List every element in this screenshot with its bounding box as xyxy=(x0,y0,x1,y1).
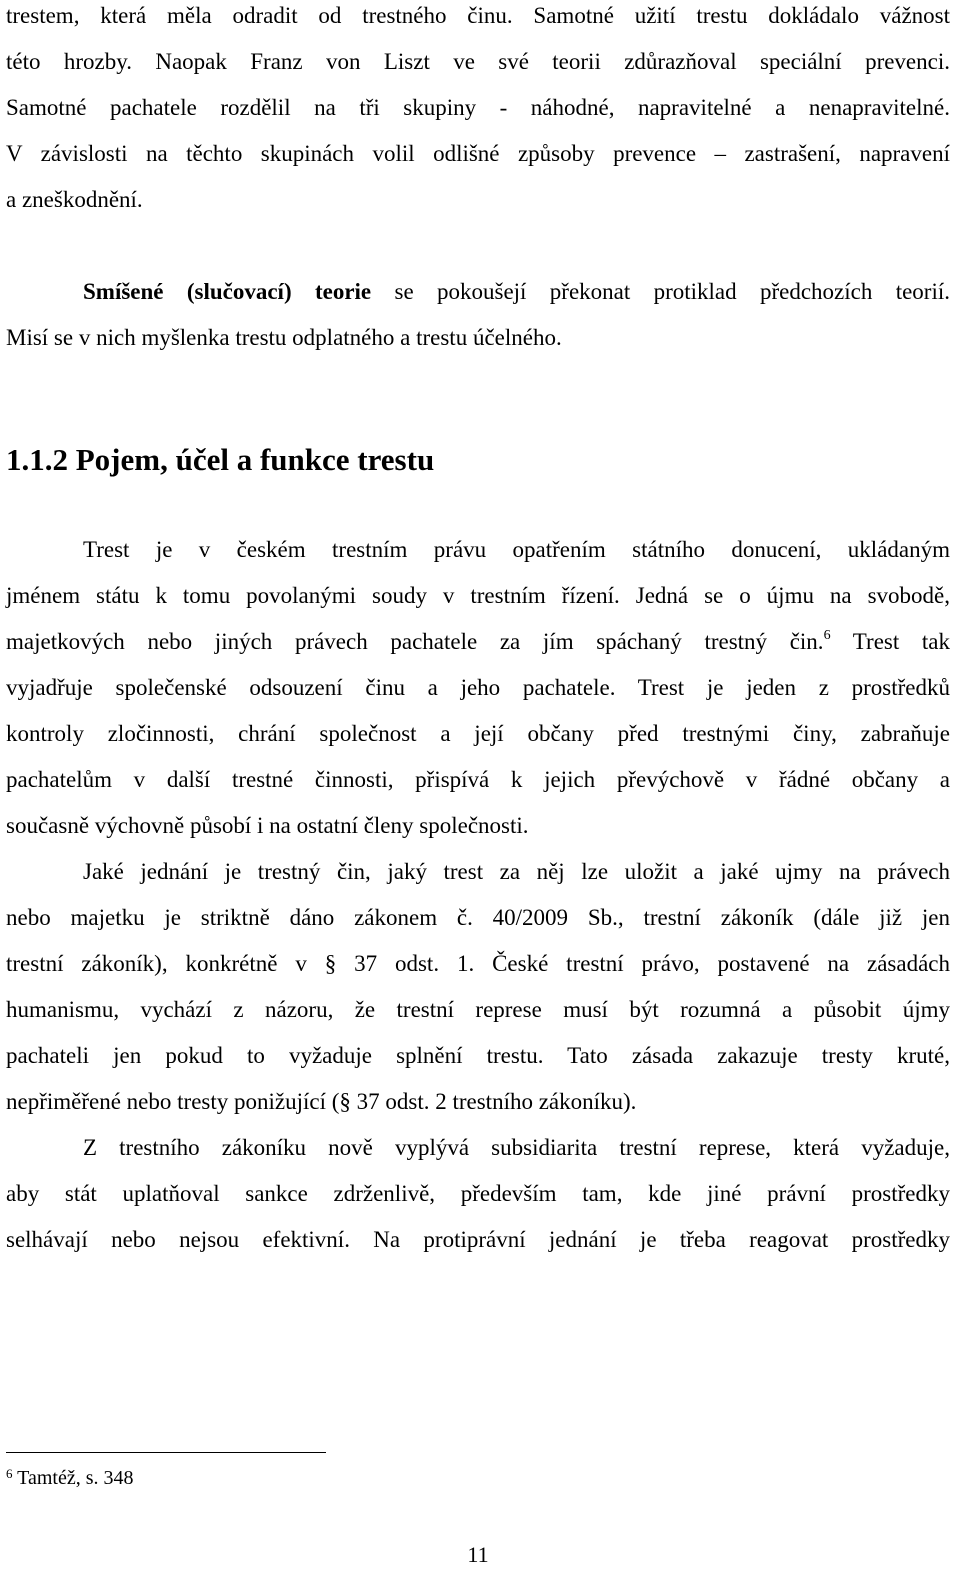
paragraph-line: kontroly zločinnosti, chrání společnost a její občany před trestnými činy, zabraňuje xyxy=(6,721,950,746)
paragraph-line: nebo majetku je striktně dáno zákonem č. 40/2009 Sb., trestní zákoník (dále již jen xyxy=(6,905,950,930)
paragraph-line: Misí se v nich myšlenka trestu odplatného a trestu účelného. xyxy=(6,325,562,350)
paragraph-line: Samotné pachatele rozdělil na tři skupiny - náhodné, napravitelné a nenapravitelné. xyxy=(6,95,950,120)
page-number: 11 xyxy=(467,1542,489,1567)
paragraph-line: pachatelům v další trestné činnosti, přispívá k jejich převýchově v řádné občany a xyxy=(6,767,950,792)
paragraph-line: selhávají nebo nejsou efektivní. Na protiprávní jednání je třeba reagovat prostředky xyxy=(6,1227,950,1252)
footnote-separator xyxy=(6,1452,326,1453)
footnote-number: 6 xyxy=(6,1466,13,1481)
paragraph-line: jménem státu k tomu povolanými soudy v trestním řízení. Jedná se o újmu na svobodě, xyxy=(6,583,950,608)
paragraph-text: Trest tak xyxy=(830,629,950,654)
bold-term: Smíšené (slučovací) teorie xyxy=(83,279,372,304)
paragraph-line: trestní zákoník), konkrétně v § 37 odst. 1. České trestní právo, postavené na zásadách xyxy=(6,951,950,976)
footnote-text: Tamtéž, s. 348 xyxy=(12,1467,134,1489)
footnote-reference[interactable]: 6 xyxy=(823,628,831,643)
paragraph-line: a zneškodnění. xyxy=(6,187,143,212)
paragraph-text: majetkových nebo jiných právech pachatele za jím spáchaný trestný čin. xyxy=(6,629,824,654)
paragraph-line xyxy=(6,628,950,656)
paragraph-line: vyjadřuje společenské odsouzení činu a jeho pachatele. Trest je jeden z prostředků xyxy=(6,675,950,700)
paragraph-line: aby stát uplatňoval sankce zdrženlivě, především tam, kde jiné právní prostředky xyxy=(6,1181,950,1206)
paragraph-line: humanismu, vychází z názoru, že trestní represe musí být rozumná a působit újmy xyxy=(6,997,950,1022)
paragraph-line: této hrozby. Naopak Franz von Liszt ve své teorii zdůrazňoval speciální prevenci. xyxy=(6,49,950,74)
paragraph-line: Jaké jednání je trestný čin, jaký trest za něj lze uložit a jaké ujmy na právech xyxy=(83,859,950,884)
footnote xyxy=(6,1466,134,1490)
paragraph-line: Z trestního zákoníku nově vyplývá subsidiarita trestní represe, která vyžaduje, xyxy=(83,1135,950,1160)
paragraph-line: V závislosti na těchto skupinách volil odlišné způsoby prevence – zastrašení, napravení xyxy=(6,141,950,166)
paragraph-line: trestem, která měla odradit od trestného činu. Samotné užití trestu dokládalo vážnost xyxy=(6,3,950,28)
paragraph-text: se pokoušejí překonat protiklad předchozích teorií. xyxy=(371,279,951,304)
paragraph-line: Trest je v českém trestním právu opatřením státního donucení, ukládaným xyxy=(83,537,950,562)
paragraph-line xyxy=(6,278,950,306)
paragraph-line: současně výchovně působí i na ostatní členy společnosti. xyxy=(6,813,529,838)
section-heading: 1.1.2 Pojem, účel a funkce trestu xyxy=(6,442,435,477)
paragraph-line: nepřiměřené nebo tresty ponižující (§ 37 odst. 2 trestního zákoníku). xyxy=(6,1089,637,1114)
paragraph-line: pachateli jen pokud to vyžaduje splnění trestu. Tato zásada zakazuje tresty kruté, xyxy=(6,1043,950,1068)
